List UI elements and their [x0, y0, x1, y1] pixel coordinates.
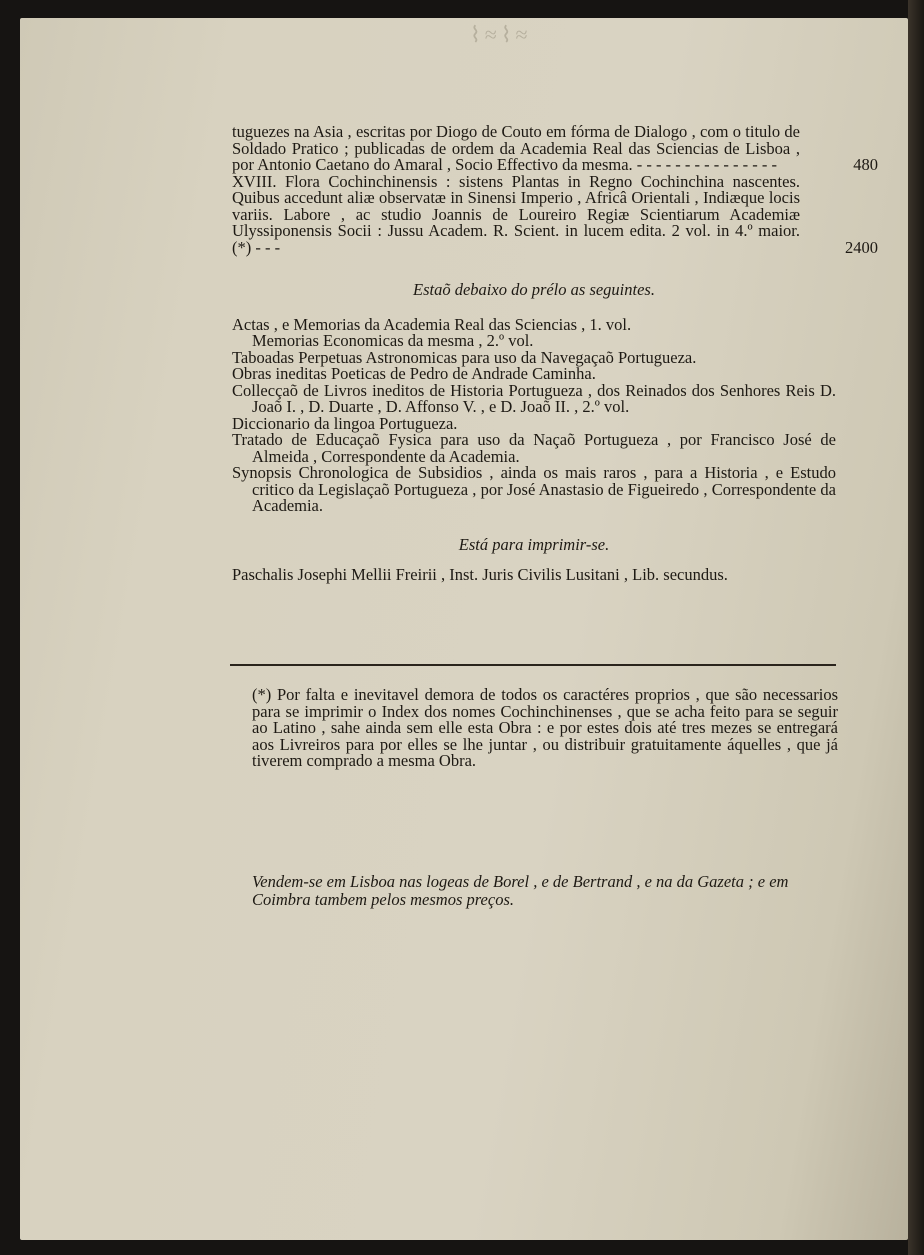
list-item: Taboadas Perpetuas Astronomicas para uso da Navegaçaõ Portugueza. [232, 347, 697, 367]
book-spine [908, 0, 924, 1255]
entry-text: tuguezes na Asia , escritas por Diogo de Couto em fórma de Dialogo , com o titulo de Soldado Pratico ; publicadas de ordem da Academia Real das Sciencias de Lisboa , por Antonio Caetano do Amaral , Socio Effectivo da mesma. - - - - - - - - - - - - - - - [232, 122, 800, 174]
list-item: Actas , e Memorias da Academia Real das Sciencias , 1. vol. [232, 314, 632, 334]
list-item: Collecçaõ de Livros ineditos de Historia Portugueza , dos Reinados dos Senhores Reis D. Joaõ I. , D. Duarte , D. Affonso V. , e D. Joaõ II. , 2.º vol. [232, 380, 836, 416]
in-press-heading: Estaõ debaixo do prélo as seguintes. [413, 280, 655, 299]
footnote [252, 687, 838, 770]
list-item: Diccionario da lingoa Portugueza. [232, 413, 458, 433]
catalogue-entry [232, 171, 878, 257]
catalogue-text [232, 122, 878, 584]
sale-notice-text: Vendem-se em Lisboa nas logeas de Borel , e de Bertrand , e na da Gazeta ; e em Coimbra tambem pelos mesmos preços. [252, 872, 789, 909]
list-item: Memorias Economicas da mesma , 2.º vol. [252, 331, 534, 350]
entry-price: 480 [853, 155, 878, 174]
in-press-list [232, 314, 836, 515]
to-print-heading: Está para imprimir-se. [458, 534, 610, 554]
catalogue-entry [232, 122, 878, 174]
to-print-item: Paschalis Josephi Mellii Freirii , Inst. Juris Civilis Lusitani , Lib. secundus. [232, 565, 728, 584]
divider-rule [230, 664, 836, 666]
entry-price: 2400 [845, 237, 878, 257]
entry-text: XVIII. Flora Cochinchinensis : sistens Plantas in Regno Cochinchina nascentes. Quibus accedunt aliæ observatæ in Sinensi Imperio , Africâ Orientali , Indiæque locis variis. Labore , ac studio Joannis de Loureiro Regiæ Scientiarum Academiæ Ulyssiponensis Socii : Jussu Academ. R. Scient. in lucem edita. 2 vol. in 4.º maior. (*) - - - [232, 171, 800, 257]
footnote-text: (*) Por falta e inevitavel demora de todos os caractéres proprios , que são necessarios para se imprimir o Index dos nomes Cochinchinenses , que se acha feito para se seguir ao Latino , sahe ainda sem elle esta Obra : e por estes dois até tres mezes se entregará aos Livreiros para por elles se lhe juntar , ou distribuir gratuitamente áquelles , que já tiverem comprado a mesma Obra. [252, 685, 838, 770]
bleed-through-marks: ⌇≈⌇≈ [470, 22, 532, 47]
list-item: Tratado de Educaçaõ Fysica para uso da Naçaõ Portugueza , por Francisco José de Almeida , Correspondente da Academia. [232, 430, 836, 466]
sale-notice [252, 873, 838, 909]
list-item: Obras ineditas Poeticas de Pedro de Andrade Caminha. [232, 364, 596, 383]
list-item: Synopsis Chronologica de Subsidios , ainda os mais raros , para a Historia , e Estudo critico da Legislaçaõ Portugueza , por José Anastasio de Figueiredo , Correspondente da Academia. [232, 463, 836, 515]
